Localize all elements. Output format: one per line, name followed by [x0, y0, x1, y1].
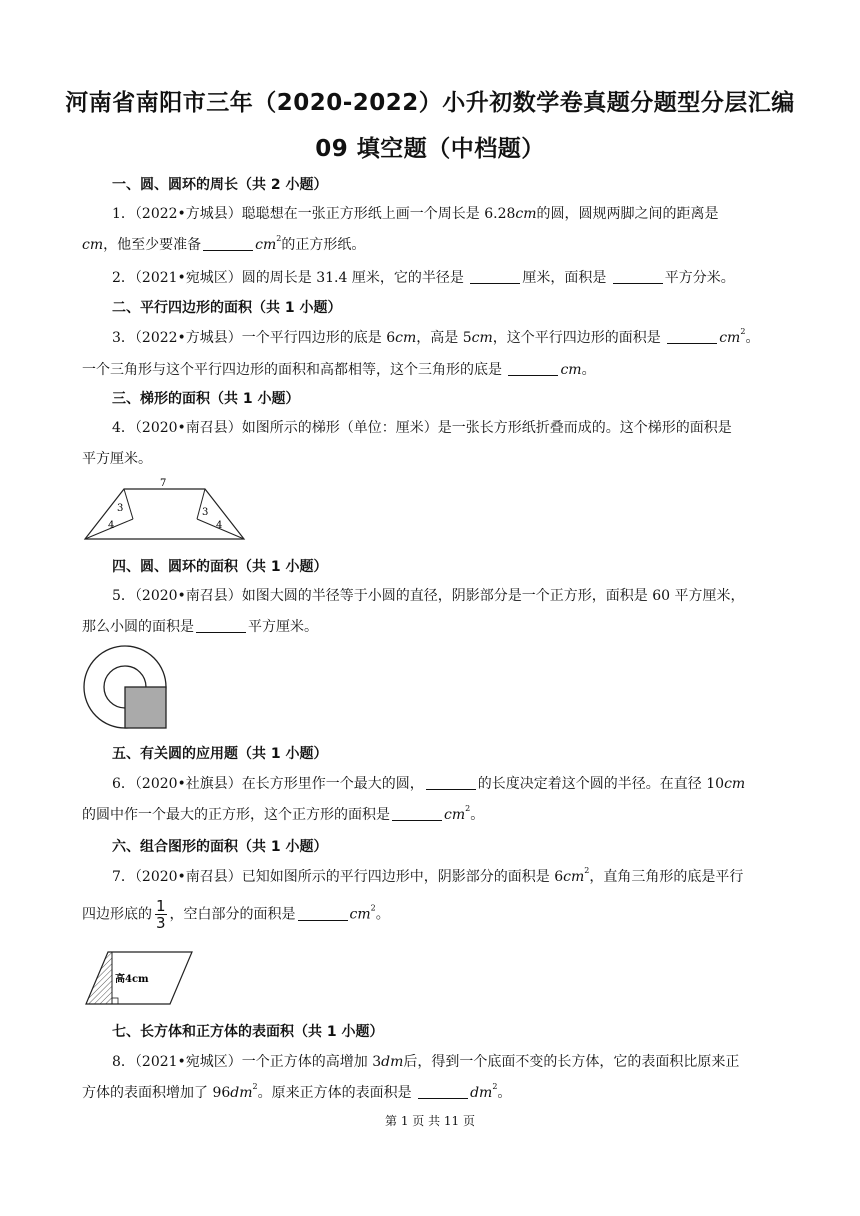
question-8-line-2: 方体的表面积增加了 $96dm^2$。原来正方体的表面积是 $dm^2$。 — [82, 1082, 512, 1101]
answer-blank[interactable] — [508, 361, 558, 376]
question-6-line-1: 6．（2020•社旗县）在长方形里作一个最大的圆， 的长度决定着这个圆的半径。在直径 10cm — [112, 776, 746, 792]
question-3-line-1: 3．（2022•方城县）一个平行四边形的底是 6cm，高是 5cm，这个平行四边形的面积是 $cm^2$。 — [112, 327, 760, 346]
section-heading-2: 二、平行四边形的面积（共 1 小题） — [112, 300, 342, 316]
answer-blank[interactable] — [203, 236, 253, 251]
question-4-line-2: 平方厘米。 — [82, 451, 152, 467]
answer-blank[interactable] — [392, 806, 442, 821]
label-right-outer: 4 — [216, 520, 223, 531]
answer-blank[interactable] — [613, 269, 663, 284]
section-heading-6: 六、组合图形的面积（共 1 小题） — [112, 839, 328, 855]
section-heading-4: 四、圆、圆环的面积（共 1 小题） — [112, 559, 328, 575]
answer-blank[interactable] — [426, 775, 476, 790]
page-subtitle: 09 填空题（中档题） — [315, 136, 545, 162]
question-2: 2．（2021•宛城区）圆的周长是 31.4 厘米，它的半径是 厘米，面积是 平方分米。 — [112, 270, 735, 286]
page-title: 河南省南阳市三年（2020-2022）小升初数学卷真题分题型分层汇编 — [65, 90, 795, 116]
answer-blank[interactable] — [196, 618, 246, 633]
section-heading-7: 七、长方体和正方体的表面积（共 1 小题） — [112, 1024, 384, 1040]
question-4-line-1: 4．（2020•南召县）如图所示的梯形（单位：厘米）是一张长方形纸折叠而成的。这个梯形的面积是 — [112, 420, 732, 436]
question-5-line-2: 那么小圆的面积是 平方厘米。 — [82, 619, 318, 635]
parallelogram-figure — [82, 948, 198, 1010]
section-heading-3: 三、梯形的面积（共 1 小题） — [112, 391, 300, 407]
question-1-line-2: cm，他至少要准备 $cm^2$的正方形纸。 — [82, 234, 366, 253]
fraction-one-third: $\frac{1}{3}$ — [156, 897, 166, 932]
question-7-line-1: 7．（2020•南召县）已知如图所示的平行四边形中，阴影部分的面积是 $6cm^2$，直角三角形的底是平行 — [112, 866, 744, 885]
question-7-line-2: 四边形底的 $\frac{1}{3}$ ，空白部分的面积是 $cm^2$。 — [82, 897, 390, 932]
answer-blank[interactable] — [418, 1084, 468, 1099]
section-heading-1: 一、圆、圆环的周长（共 2 小题） — [112, 177, 328, 193]
shaded-square — [125, 687, 166, 728]
height-label: 高4cm — [115, 974, 149, 985]
answer-blank[interactable] — [667, 329, 717, 344]
label-left-inner: 3 — [117, 503, 124, 514]
question-8-line-1: 8．（2021•宛城区）一个正方体的高增加 3dm后，得到一个底面不变的长方体，它的表面积比原来正 — [112, 1054, 740, 1070]
fold-line-left — [124, 489, 133, 519]
question-1-line-1: 1．（2022•方城县）聪聪想在一张正方形纸上画一个周长是 6.28cm的圆，圆规两脚之间的距离是 — [112, 206, 719, 222]
question-3-line-2: 一个三角形与这个平行四边形的面积和高都相等，这个三角形的底是 cm。 — [82, 362, 596, 378]
question-5-line-1: 5．（2020•南召县）如图大圆的半径等于小圆的直径，阴影部分是一个正方形，面积是 60 平方厘米， — [112, 588, 745, 604]
label-right-inner: 3 — [202, 507, 209, 518]
label-top: 7 — [160, 478, 167, 489]
answer-blank[interactable] — [470, 269, 520, 284]
section-heading-5: 五、有关圆的应用题（共 1 小题） — [112, 746, 328, 762]
answer-blank[interactable] — [298, 906, 348, 921]
trapezoid-figure — [80, 476, 250, 546]
page-footer: 第 1 页 共 11 页 — [385, 1114, 475, 1128]
trapezoid-outline — [85, 489, 244, 539]
question-6-line-2: 的圆中作一个最大的正方形，这个正方形的面积是 $cm^2$。 — [82, 804, 485, 823]
circles-figure — [82, 644, 178, 734]
label-left-outer: 4 — [108, 520, 115, 531]
right-angle-mark — [112, 998, 118, 1004]
